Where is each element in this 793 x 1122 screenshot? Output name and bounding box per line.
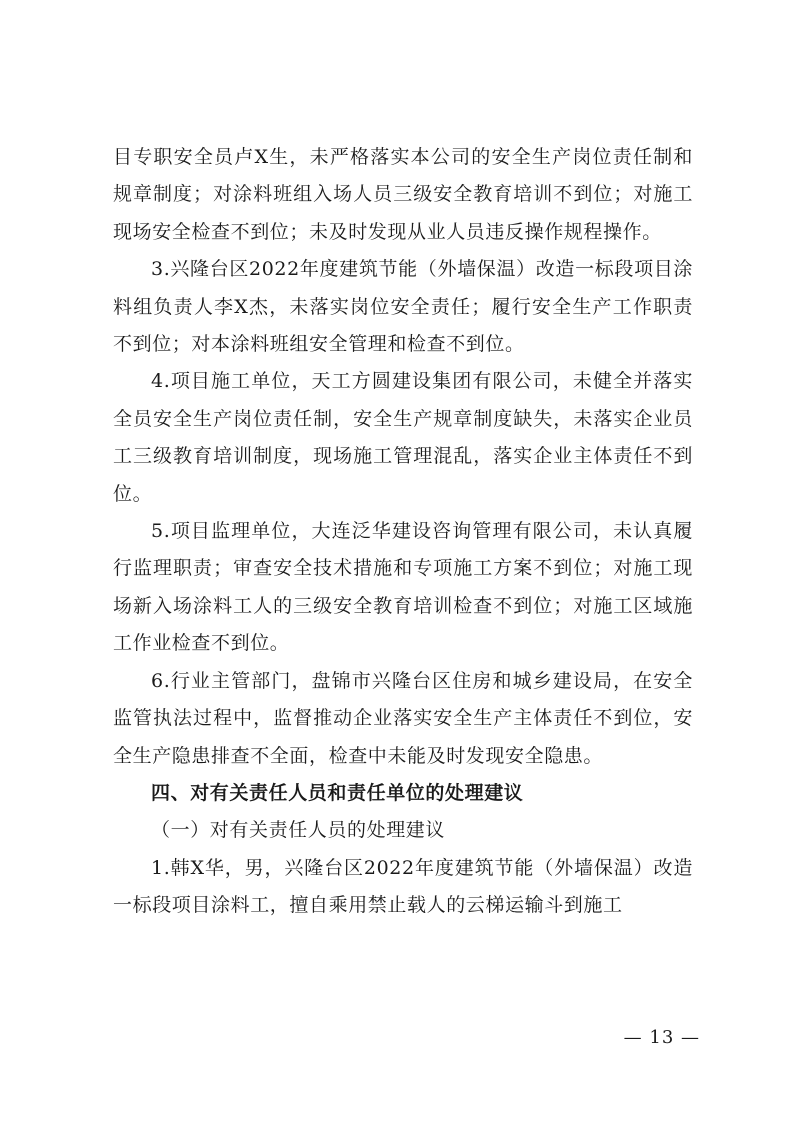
paragraph-item-4: 4.项目施工单位，天工方圆建设集团有限公司，未健全并落实全员安全生产岗位责任制，安全生产规章制度缺失，未落实企业员工三级教育培训制度，现场施工管理混乱，落实企业主体责任不到位。: [113, 370, 693, 505]
paragraph-item-5: 5.项目监理单位，大连泛华建设咨询管理有限公司，未认真履行监理职责；审查安全技术措施和专项施工方案不到位；对施工现场新入场涂料工人的三级安全教育培训检查不到位；对施工区域施工作业检查不到位。: [113, 520, 693, 655]
paragraph-item-1: 1.韩X华，男，兴隆台区2022年度建筑节能（外墙保温）改造一标段项目涂料工，擅自乘用禁止载人的云梯运输斗到施工: [113, 856, 693, 917]
paragraph-item-6: 6.行业主管部门，盘锦市兴隆台区住房和城乡建设局，在安全监管执法过程中，监督推动企业落实安全生产主体责任不到位，安全生产隐患排查不全面，检查中未能及时发现安全隐患。: [113, 669, 693, 767]
document-body: [113, 139, 693, 925]
section-heading: 四、对有关责任人员和责任单位的处理建议: [151, 781, 524, 804]
paragraph-continued: 目专职安全员卢X生，未严格落实本公司的安全生产岗位责任制和规章制度；对涂料班组入场人员三级安全教育培训不到位；对施工现场安全检查不到位；未及时发现从业人员违反操作规程操作。: [113, 146, 693, 243]
paragraph-item-3: 3.兴隆台区2022年度建筑节能（外墙保温）改造一标段项目涂料组负责人李X杰，未落实岗位安全责任；履行安全生产工作职责不到位；对本涂料班组安全管理和检查不到位。: [113, 258, 693, 356]
subsection-heading: （一）对有关责任人员的处理建议: [151, 819, 446, 842]
page-number: — 13 —: [623, 1027, 700, 1048]
